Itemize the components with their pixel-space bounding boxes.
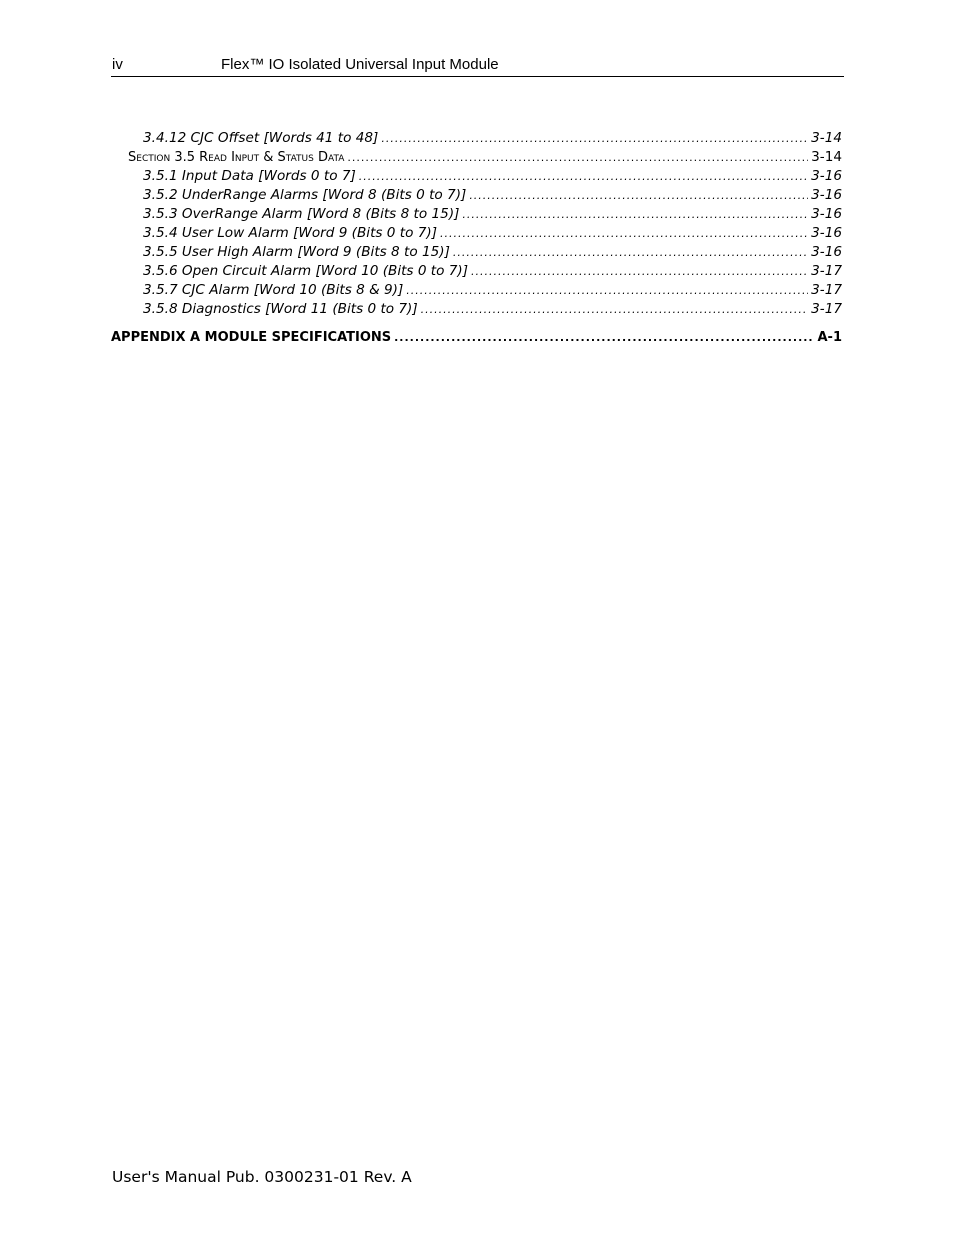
dot-leader [421, 303, 808, 316]
dot-leader [462, 208, 808, 221]
toc-entry-page: 3-16 [811, 206, 842, 222]
dot-leader [453, 246, 808, 259]
toc-entry-3-5-1[interactable] [111, 168, 842, 187]
dot-leader [347, 151, 808, 164]
toc-entry-page: 3-16 [811, 187, 842, 203]
table-of-contents [111, 130, 842, 349]
toc-entry-text: 3.5.6 Open Circuit Alarm [Word 10 (Bits 0 to 7)] [143, 263, 469, 279]
toc-entry-text: 3.5.4 User Low Alarm [Word 9 (Bits 0 to 7)] [143, 225, 438, 241]
dot-leader [359, 170, 808, 183]
header-title: Flex™ IO Isolated Universal Input Module [221, 56, 499, 73]
dot-leader [406, 284, 808, 297]
toc-entry-appendix-a[interactable] [111, 330, 842, 349]
dot-leader [381, 132, 808, 145]
toc-entry-3-5-4[interactable] [111, 225, 842, 244]
toc-entry-page: 3-17 [811, 301, 842, 317]
toc-entry-3-5-3[interactable] [111, 206, 842, 225]
page-number: iv [112, 56, 123, 73]
toc-entry-page: 3-14 [811, 130, 842, 146]
toc-entry-page: 3-17 [811, 282, 842, 298]
toc-entry-page: 3-17 [811, 263, 842, 279]
page-header [111, 55, 844, 77]
toc-entry-text: 3.4.12 CJC Offset [Words 41 to 48] [143, 130, 379, 146]
toc-entry-text: 3.5.8 Diagnostics [Word 11 (Bits 0 to 7)] [143, 301, 418, 317]
toc-entry-text: 3.5.5 User High Alarm [Word 9 (Bits 8 to 15)] [143, 244, 450, 260]
toc-entry-page: 3-16 [811, 168, 842, 184]
toc-entry-page: A-1 [817, 330, 842, 345]
toc-entry-text: 3.5.3 OverRange Alarm [Word 8 (Bits 8 to 15)] [143, 206, 460, 222]
dot-leader [394, 331, 814, 344]
dot-leader [469, 189, 808, 202]
page-footer: User's Manual Pub. 0300231-01 Rev. A [112, 1168, 412, 1186]
toc-entry-text: Section 3.5 Read Input & Status Data [128, 150, 345, 165]
toc-entry-3-4-12[interactable] [111, 130, 842, 149]
toc-entry-text: 3.5.2 UnderRange Alarms [Word 8 (Bits 0 to 7)] [143, 187, 467, 203]
toc-entry-3-5-6[interactable] [111, 263, 842, 282]
dot-leader [440, 227, 808, 240]
toc-entry-section-3-5[interactable] [111, 149, 842, 168]
toc-entry-page: 3-16 [811, 225, 842, 241]
toc-entry-3-5-7[interactable] [111, 282, 842, 301]
toc-entry-3-5-2[interactable] [111, 187, 842, 206]
toc-entry-text: APPENDIX A MODULE SPECIFICATIONS [111, 330, 392, 345]
toc-entry-3-5-5[interactable] [111, 244, 842, 263]
toc-entry-page: 3-16 [811, 244, 842, 260]
toc-entry-text: 3.5.1 Input Data [Words 0 to 7] [143, 168, 356, 184]
dot-leader [471, 265, 808, 278]
toc-entry-page: 3-14 [811, 149, 842, 165]
toc-entry-text: 3.5.7 CJC Alarm [Word 10 (Bits 8 & 9)] [143, 282, 404, 298]
toc-entry-3-5-8[interactable] [111, 301, 842, 320]
